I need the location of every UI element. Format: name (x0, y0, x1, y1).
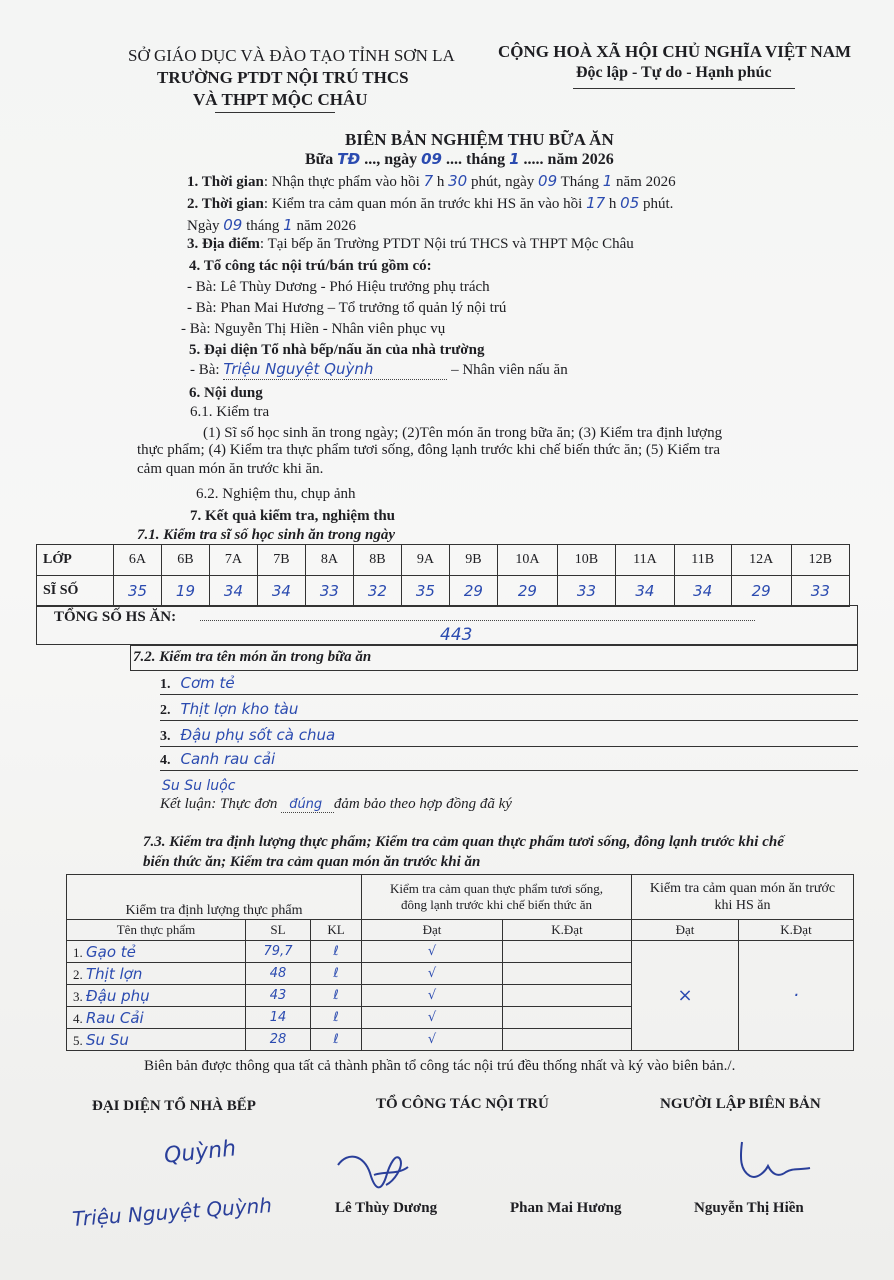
t73-kdat-2 (503, 963, 632, 985)
section-2-date (187, 216, 356, 235)
t73-food-1: Gạo tẻ (86, 942, 136, 961)
section-1-min: 30 (448, 172, 468, 190)
dish-name-4: Canh rau cải (180, 750, 276, 768)
conclusion-prefix: Kết luận: Thực đơn (160, 796, 278, 812)
t73-title-l2: biến thức ăn; Kiểm tra cảm quan món ăn trước khi ăn (143, 854, 481, 870)
t73-h-sense: Kiểm tra cảm quan món ăn trước khi HS ăn (632, 875, 854, 920)
count-6b: 19 (161, 576, 209, 607)
t73-num-1: 1. (73, 944, 83, 960)
t73-food-3: Đậu phụ (86, 986, 150, 1005)
t73-food-cell-5 (67, 1029, 246, 1051)
t73-sl-1: 79,7 (246, 941, 311, 963)
meal-day: 09 (421, 150, 442, 168)
t73-sense-kdat: · (739, 941, 854, 1051)
meal-month: 1 (509, 150, 520, 168)
section-2-rest: phút. (643, 196, 674, 212)
dish-row-1 (160, 674, 858, 695)
t73-sense-dat: × (632, 941, 739, 1051)
total-value: 443 (440, 625, 473, 645)
t73-dat-1: √ (362, 941, 503, 963)
dish-name-1: Cơm tẻ (180, 674, 235, 692)
section-6-para-l3: cảm quan món ăn trước khi ăn. (137, 461, 324, 477)
t72-title: 7.2. Kiểm tra tên món ăn trong bữa ăn (133, 649, 372, 665)
count-12b: 33 (791, 576, 849, 607)
t73-c-sense-dat: Đạt (632, 920, 739, 941)
motto: Độc lập - Tự do - Hạnh phúc (576, 64, 772, 81)
section-1-year: năm 2026 (616, 174, 676, 190)
t73-kl-2: ℓ (311, 963, 362, 985)
section-6-label: 6. Nội dung (189, 385, 263, 401)
section-2-month: 1 (283, 216, 293, 234)
t73-header-row (67, 875, 854, 920)
section-5-line (190, 360, 568, 380)
team-title: TỔ CÔNG TÁC NỘI TRÚ (376, 1096, 549, 1112)
t73-kl-3: ℓ (311, 985, 362, 1007)
writer-name: Nguyễn Thị Hiền (694, 1200, 804, 1216)
writer-title: NGƯỜI LẬP BIÊN BẢN (660, 1096, 821, 1112)
count-6a: 35 (114, 576, 162, 607)
dish-row-2 (160, 700, 858, 721)
t73-c-kdat: K.Đạt (503, 920, 632, 941)
t73-c-sense-kdat: K.Đạt (739, 920, 854, 941)
class-7a: 7A (209, 545, 257, 576)
dish-num-3: 3. (160, 729, 171, 744)
team-name-1: Lê Thùy Dương (335, 1200, 438, 1216)
page-title: BIÊN BẢN NGHIỆM THU BỮA ĂN (345, 130, 614, 149)
count-row (37, 576, 850, 607)
t73-subheader-row (67, 920, 854, 941)
t73-dat-2: √ (362, 963, 503, 985)
section-2-day-prefix: Ngày (187, 218, 220, 234)
section-7-label: 7. Kết quả kiểm tra, nghiệm thu (190, 508, 396, 524)
t71-title: 7.1. Kiểm tra sĩ số học sinh ăn trong ngày (137, 527, 395, 543)
section-2-month-label: tháng (246, 218, 280, 234)
count-7b: 34 (257, 576, 305, 607)
section-6-para-l2: thực phẩm; (4) Kiểm tra thực phẩm tươi sống, đông lạnh trước khi chế biến thức ăn; (5) Kiểm tra (137, 442, 721, 458)
section-5-name: Triệu Nguyệt Quỳnh (223, 360, 374, 378)
class-10b: 10B (557, 545, 615, 576)
writer-signature (730, 1140, 830, 1190)
meal-month-label: .... tháng (445, 151, 506, 168)
t73-num-2: 2. (73, 966, 83, 982)
section-3-label: 3. Địa điểm (187, 236, 260, 252)
t73-food-cell-2 (67, 963, 246, 985)
class-8b: 8B (353, 545, 401, 576)
school-underline (215, 112, 335, 113)
count-9b: 29 (449, 576, 497, 607)
t73-kdat-3 (503, 985, 632, 1007)
class-11a: 11A (616, 545, 675, 576)
t73-sl-5: 28 (246, 1029, 311, 1051)
menu-conclusion (160, 796, 512, 813)
dept-name: SỞ GIÁO DỤC VÀ ĐÀO TẠO TỈNH SƠN LA (128, 46, 455, 65)
t73-title-l1: 7.3. Kiểm tra định lượng thực phẩm; Kiểm tra cảm quan thực phẩm tươi sống, đông lạnh trước khi chế (143, 834, 784, 850)
t73-dat-5: √ (362, 1029, 503, 1051)
class-7b: 7B (257, 545, 305, 576)
t73-sl-2: 48 (246, 963, 311, 985)
count-10b: 33 (557, 576, 615, 607)
t73-kdat-4 (503, 1007, 632, 1029)
dish-num-4: 4. (160, 753, 171, 768)
t73-c-food: Tên thực phẩm (67, 920, 246, 941)
closing-statement: Biên bản được thông qua tất cả thành phần tổ công tác nội trú đều thống nhất và ký vào biên bản./. (144, 1058, 736, 1074)
dish-num-1: 1. (160, 677, 171, 692)
count-11b: 34 (674, 576, 731, 607)
t73-dat-3: √ (362, 985, 503, 1007)
dish-row-4 (160, 750, 858, 771)
t73-num-3: 3. (73, 988, 83, 1004)
team-name-2: Phan Mai Hương (510, 1200, 622, 1216)
section-1-hour: 7 (423, 172, 434, 190)
class-12a: 12A (731, 545, 791, 576)
section-1-month: 1 (602, 172, 613, 190)
section-2-h: h (608, 196, 617, 212)
conclusion-value: đúng (289, 797, 323, 812)
section-2-min: 05 (620, 194, 640, 212)
section-5-suffix: – Nhân viên nấu ăn (451, 362, 568, 378)
quality-table (66, 874, 854, 1051)
t73-food-cell-3 (67, 985, 246, 1007)
extra-dish: Su Su luộc (162, 778, 236, 794)
nation-name: CỘNG HOÀ XÃ HỘI CHỦ NGHĨA VIỆT NAM (498, 42, 852, 61)
count-10a: 29 (497, 576, 557, 607)
t73-food-cell-1 (67, 941, 246, 963)
dish-num-2: 2. (160, 703, 171, 718)
t73-h-fresh: Kiểm tra cảm quan thực phẩm tươi sống, đông lạnh trước khi chế biến thức ăn (362, 875, 632, 920)
class-10a: 10A (497, 545, 557, 576)
section-1 (187, 172, 676, 191)
class-count-table (36, 544, 850, 607)
class-12b: 12B (791, 545, 849, 576)
t73-kl-5: ℓ (311, 1029, 362, 1051)
section-1-month-label: Tháng (560, 174, 599, 190)
t73-kl-4: ℓ (311, 1007, 362, 1029)
section-5-prefix: - Bà: (190, 362, 220, 378)
t73-sl-3: 43 (246, 985, 311, 1007)
count-7a: 34 (209, 576, 257, 607)
meal-day-label: ..., ngày (364, 151, 418, 168)
t73-num-4: 4. (73, 1010, 83, 1026)
count-8b: 32 (353, 576, 401, 607)
section-5-label: 5. Đại diện Tổ nhà bếp/nấu ăn của nhà trường (189, 342, 485, 358)
t73-food-5: Su Su (86, 1030, 129, 1049)
dish-name-3: Đậu phụ sốt cà chua (180, 726, 336, 744)
t73-sl-4: 14 (246, 1007, 311, 1029)
section-6-para-l1: (1) Sĩ số học sinh ăn trong ngày; (2)Tên món ăn trong bữa ăn; (3) Kiểm tra định lượng (203, 425, 723, 441)
t73-food-4: Rau Cải (86, 1008, 144, 1027)
section-3 (187, 236, 634, 253)
class-row (37, 545, 850, 576)
school-name-line2: VÀ THPT MỘC CHÂU (193, 90, 368, 109)
kitchen-title: ĐẠI DIỆN TỔ NHÀ BẾP (92, 1098, 256, 1114)
team-signature (334, 1145, 424, 1205)
t73-dat-4: √ (362, 1007, 503, 1029)
t73-row-1 (67, 941, 854, 963)
total-label: TỔNG SỐ HS ĂN: (54, 609, 177, 625)
section-1-rest: phút, ngày (470, 174, 535, 190)
class-11b: 11B (674, 545, 731, 576)
meal-prefix: Bữa (305, 151, 334, 168)
class-9b: 9B (449, 545, 497, 576)
t73-kdat-5 (503, 1029, 632, 1051)
kitchen-signature: Quỳnh (162, 1136, 238, 1169)
dish-name-2: Thịt lợn kho tàu (180, 700, 299, 718)
count-9a: 35 (401, 576, 449, 607)
member-3: - Bà: Nguyễn Thị Hiền - Nhân viên phục vụ (181, 321, 446, 337)
meal-value: TĐ (337, 150, 361, 168)
count-row-label: SĨ SỐ (37, 576, 114, 607)
section-1-label: 1. Thời gian (187, 174, 264, 190)
t73-c-dat: Đạt (362, 920, 503, 941)
class-row-label: LỚP (37, 545, 114, 576)
meal-year-label: ..... năm 2026 (523, 151, 614, 168)
school-name-line1: TRƯỜNG PTDT NỘI TRÚ THCS (157, 68, 409, 87)
section-6-sub1: 6.1. Kiểm tra (190, 404, 270, 420)
t73-num-5: 5. (73, 1032, 83, 1048)
count-11a: 34 (616, 576, 675, 607)
section-2-label: 2. Thời gian (187, 196, 264, 212)
total-dotline (200, 620, 755, 621)
section-4-label: 4. Tổ công tác nội trú/bán trú gồm có: (189, 258, 432, 274)
motto-underline (573, 88, 795, 89)
class-9a: 9A (401, 545, 449, 576)
t73-c-kl: KL (311, 920, 362, 941)
class-6b: 6B (161, 545, 209, 576)
section-2-text: : Kiểm tra cảm quan món ăn trước khi HS ăn vào hồi (263, 196, 583, 212)
count-12a: 29 (731, 576, 791, 607)
section-2 (187, 194, 673, 213)
t73-food-2: Thịt lợn (86, 964, 143, 983)
meal-line (305, 150, 614, 169)
kitchen-name: Triệu Nguyệt Quỳnh (71, 1193, 273, 1231)
member-1: - Bà: Lê Thùy Dương - Phó Hiệu trưởng phụ trách (187, 279, 490, 295)
t73-food-cell-4 (67, 1007, 246, 1029)
t73-c-sl: SL (246, 920, 311, 941)
section-6-sub2: 6.2. Nghiệm thu, chụp ảnh (196, 486, 356, 502)
t73-kl-1: ℓ (311, 941, 362, 963)
section-1-h: h (436, 174, 445, 190)
section-2-year: năm 2026 (296, 218, 357, 234)
member-2: - Bà: Phan Mai Hương – Tổ trưởng tổ quản lý nội trú (187, 300, 507, 316)
section-2-hour: 17 (586, 194, 606, 212)
section-1-day: 09 (538, 172, 558, 190)
class-6a: 6A (114, 545, 162, 576)
class-8a: 8A (305, 545, 353, 576)
section-3-text: : Tại bếp ăn Trường PTDT Nội trú THCS và THPT Mộc Châu (259, 236, 634, 252)
conclusion-suffix: đảm bảo theo hợp đồng đã ký (333, 796, 512, 812)
dish-row-3 (160, 726, 858, 747)
section-2-day: 09 (223, 216, 243, 234)
t73-h-quant: Kiểm tra định lượng thực phẩm (67, 875, 362, 920)
count-8a: 33 (305, 576, 353, 607)
t73-kdat-1 (503, 941, 632, 963)
section-1-text: : Nhận thực phẩm vào hồi (263, 174, 420, 190)
